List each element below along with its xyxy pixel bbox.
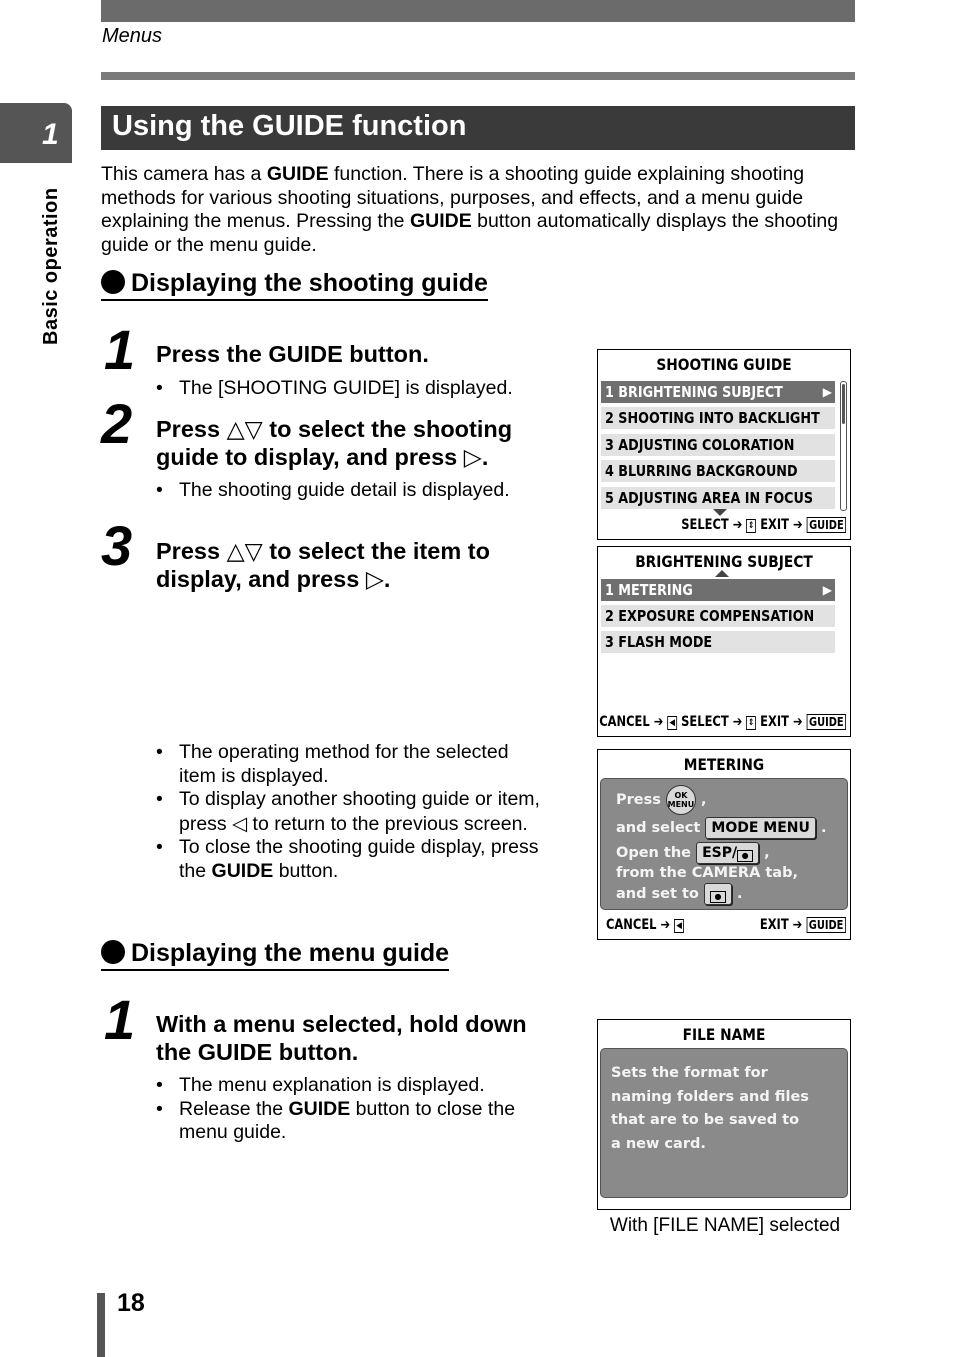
scroll-down-indicator-icon — [713, 509, 727, 516]
header-divider — [101, 72, 855, 80]
chapter-number: 1 — [42, 118, 59, 151]
header-bar — [101, 0, 855, 22]
scrollbar[interactable] — [840, 381, 847, 511]
page-number-bar — [97, 1293, 105, 1357]
up-down-arrows-icon: △▽ — [226, 415, 263, 443]
spot-metering-icon: ● — [737, 850, 753, 862]
step-bullets — [156, 479, 546, 503]
bullet-item: • The shooting guide detail is displayed. — [156, 479, 546, 503]
step-heading: Press △▽ to select the shooting guide to display, and press ▷. — [156, 415, 513, 471]
left-key-icon: ◀ — [674, 919, 684, 933]
file-name-screen — [597, 1019, 851, 1210]
screen-title: SHOOTING GUIDE — [656, 355, 792, 374]
guide-line: Press OK MENU , — [616, 785, 707, 815]
guide-key-icon: GUIDE — [806, 517, 846, 533]
guide-line: from the CAMERA tab, — [616, 865, 798, 881]
bullet-item: • The [SHOOTING GUIDE] is displayed. — [156, 377, 546, 401]
shooting-guide-heading: Displaying the shooting guide — [101, 269, 488, 301]
scroll-up-indicator-icon — [715, 570, 729, 577]
spot-metering-icon: ● — [710, 891, 726, 903]
intro-paragraph: This camera has a GUIDE function. There is a shooting guide explaining shooting methods for various shooting situations, purposes, and effects, and a menu guide explaining the menus. Pressing the GUIDE button automatically displays the shooting guide or the menu guide. — [101, 163, 839, 256]
bullet-item: • Release the GUIDE button to close the menu guide. — [156, 1098, 546, 1145]
right-arrow-icon: ▶ — [822, 583, 832, 597]
esp-key: ESP/ ● — [696, 842, 759, 864]
guide-key-icon: GUIDE — [806, 917, 846, 933]
screen-title: METERING — [683, 755, 765, 774]
step-number: 1 — [104, 988, 136, 1051]
updown-key-icon: ⇕ — [748, 521, 755, 531]
scrollbar-thumb[interactable] — [842, 384, 845, 424]
menu-item[interactable]: 4 BLURRING BACKGROUND — [601, 460, 835, 482]
screen-footer-right: EXIT ➔ GUIDE — [760, 917, 846, 933]
step-bullets — [156, 1074, 546, 1145]
bullet-item: • The menu explanation is displayed. — [156, 1074, 546, 1098]
guide-text-panel — [600, 778, 848, 910]
guide-line: and select MODE MENU . — [616, 817, 826, 839]
menu-item[interactable]: 3 ADJUSTING COLORATION — [601, 434, 835, 456]
bullet-item: • The operating method for the selected item is displayed. — [156, 741, 546, 788]
step-number: 2 — [101, 392, 133, 455]
page-title: Using the GUIDE function — [112, 110, 467, 142]
right-arrow-icon: ▷ — [365, 565, 384, 593]
right-arrow-icon: ▶ — [822, 385, 832, 399]
bullet-dot-icon — [101, 940, 125, 964]
brightening-subject-screen — [597, 546, 851, 737]
step-number: 3 — [101, 514, 133, 577]
page-number: 18 — [117, 1289, 145, 1317]
metering-screen — [597, 749, 851, 940]
guide-key-icon: GUIDE — [806, 714, 846, 730]
up-down-arrows-icon: △▽ — [226, 537, 263, 565]
screen-footer-left: CANCEL ➔ ◀ — [606, 917, 684, 933]
menu-item[interactable]: 2 EXPOSURE COMPENSATION — [601, 605, 835, 627]
left-key-icon: ◀ — [667, 716, 677, 730]
left-arrow-icon: ◁ — [232, 811, 248, 835]
screen-caption: With [FILE NAME] selected — [609, 1215, 841, 1236]
bullet-item: • To display another shooting guide or item, press ◁ to return to the previous screen. — [156, 788, 546, 836]
bullet-item: • To close the shooting guide display, press the GUIDE button. — [156, 836, 546, 883]
step-bullets — [156, 377, 546, 401]
guide-text-panel — [600, 1048, 848, 1198]
menu-item[interactable]: 1 METERING ▶ — [601, 579, 835, 601]
updown-key-icon: ⇕ — [748, 718, 755, 728]
guide-line: Open the ESP/ ● , — [616, 842, 770, 864]
step-number: 1 — [104, 318, 136, 381]
screen-title: FILE NAME — [682, 1025, 766, 1044]
mode-menu-key: MODE MENU — [705, 817, 815, 839]
ok-menu-button-icon: OK MENU — [666, 785, 696, 815]
step-bullets — [156, 741, 546, 883]
menu-guide-heading: Displaying the menu guide — [101, 939, 449, 971]
guide-line: and set to ● . — [616, 883, 743, 905]
bullet-dot-icon — [101, 270, 125, 294]
chapter-label: Basic operation — [40, 187, 62, 345]
menu-item[interactable]: 5 ADJUSTING AREA IN FOCUS — [601, 487, 835, 509]
menu-item[interactable]: 1 BRIGHTENING SUBJECT ▶ — [601, 381, 835, 403]
step-heading: Press the GUIDE button. — [156, 341, 429, 367]
step-heading: With a menu selected, hold down the GUIDE button. — [156, 1011, 527, 1065]
step-heading: Press △▽ to select the item to display, and press ▷. — [156, 537, 490, 593]
shooting-guide-screen — [597, 349, 851, 540]
spot-key — [704, 883, 732, 905]
section-header: Menus — [102, 25, 163, 47]
screen-title: BRIGHTENING SUBJECT — [635, 552, 813, 571]
menu-item[interactable]: 2 SHOOTING INTO BACKLIGHT — [601, 407, 835, 429]
chapter-tab — [0, 103, 72, 163]
menu-item[interactable]: 3 FLASH MODE — [601, 631, 835, 653]
guide-text: Sets the format for naming folders and files that are to be saved to a new card. — [611, 1065, 809, 1152]
right-arrow-icon: ▷ — [463, 443, 482, 471]
screen-footer: CANCEL ➔ ◀ SELECT ➔ ⇕ EXIT ➔ GUIDE — [599, 714, 846, 730]
screen-footer: SELECT ➔ ⇕ EXIT ➔ GUIDE — [681, 517, 846, 533]
